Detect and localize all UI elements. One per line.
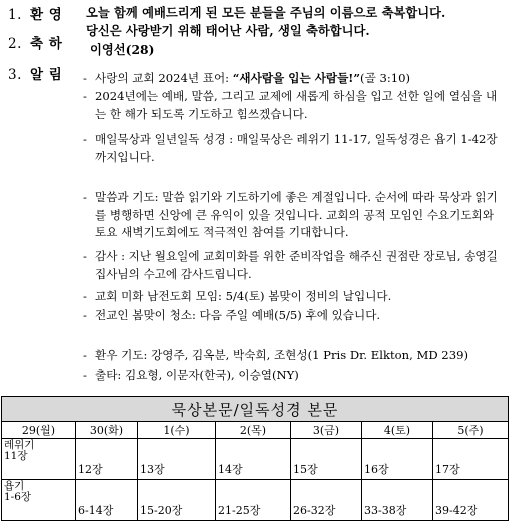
section-number: 2. bbox=[8, 36, 22, 52]
table-cell: 14장 bbox=[216, 439, 291, 480]
announcement-item: - 전교인 봄맞이 청소: 다음 주일 예배(5/5) 후에 있습니다. bbox=[83, 307, 503, 325]
section-number: 3. bbox=[8, 67, 22, 83]
table-cell: 26-32장 bbox=[291, 480, 362, 521]
announcement-text: 감사 : 지난 월요일에 교회미화를 위한 준비작업을 해주신 권점란 장로님, 송영길 집사님의 수고에 감사드립니다. bbox=[95, 249, 498, 281]
table-cell: 13장 bbox=[138, 439, 216, 480]
section-title: 알 림 bbox=[30, 67, 63, 83]
reading-schedule-table bbox=[1, 396, 508, 521]
table-header-row bbox=[2, 422, 509, 439]
table-row bbox=[2, 439, 509, 480]
announcement-text: 말씀과 기도: 말씀 읽기와 기도하기에 좋은 계절입니다. 순서에 따라 묵상과 읽기를 병행하면 신앙에 큰 유익이 있을 것입니다. 교회의 공적 모임인 수요기도회와 토요 새벽기도회에도 적극적인 참여를 기대합니다. bbox=[95, 190, 498, 240]
announcement-item: - 감사 : 지난 월요일에 교회미화를 위한 준비작업을 해주신 권점란 장로님, 송영길 집사님의 수고에 감사드립니다. bbox=[83, 248, 503, 283]
section-number: 1. bbox=[8, 7, 22, 23]
announcement-item: - 교회 미화 남전도회 모임: 5/4(토) 봄맞이 정비의 날입니다. bbox=[83, 288, 503, 306]
section-announcements-heading bbox=[8, 63, 62, 83]
announcement-text: 매일묵상과 일년일독 성경 : 매일묵상은 레위기 11-17, 일독성경은 욥기 1-42장 까지입니다. bbox=[95, 132, 498, 164]
table-cell: 17장 bbox=[433, 439, 509, 480]
announcement-text: 환우 기도: 강영주, 김옥분, 박숙희, 조현성(1 Pris Dr. Elkton, MD 239) bbox=[95, 348, 468, 362]
announcement-item: - 환우 기도: 강영주, 김옥분, 박숙희, 조현성(1 Pris Dr. Elkton, MD 239) bbox=[83, 347, 503, 365]
announcement-text: 전교인 봄맞이 청소: 다음 주일 예배(5/5) 후에 있습니다. bbox=[95, 308, 381, 322]
announcement-text: 2024년에는 예배, 말씀, 그리고 교제에 새롭게 하심을 입고 선한 일에 열심을 내는 한 해가 되도록 기도하고 힘쓰겠습니다. bbox=[95, 89, 498, 121]
section-birthday-heading bbox=[8, 32, 62, 52]
table-title: 묵상본문/일독성경 본문 bbox=[2, 397, 509, 422]
announcement-item: - 매일묵상과 일년일독 성경 : 매일묵상은 레위기 11-17, 일독성경은 욥기 1-42장 까지입니다. bbox=[83, 131, 503, 166]
motto-text: “새사람을 입는 사람들!” bbox=[232, 71, 361, 85]
table-cell: 15장 bbox=[291, 439, 362, 480]
announcement-text: 교회 미화 남전도회 모임: 5/4(토) 봄맞이 정비의 날입니다. bbox=[95, 289, 392, 303]
table-cell: 15-20장 bbox=[138, 480, 216, 521]
table-cell: 16장 bbox=[362, 439, 433, 480]
row-label-job: 욥기 1-6장 bbox=[2, 480, 76, 521]
day-header: 4(토) bbox=[362, 422, 433, 439]
welcome-text: 오늘 함께 예배드리게 된 모든 분들을 주님의 이름으로 축복합니다. bbox=[86, 5, 446, 20]
announcement-item-motto: - 사랑의 교회 2024년 표어: “새사람을 입는 사람들!”(골 3:10) bbox=[83, 71, 411, 85]
day-header: 2(목) bbox=[216, 422, 291, 439]
section-title: 축 하 bbox=[30, 36, 63, 52]
row-label-leviticus: 레위기 11장 bbox=[2, 439, 76, 480]
table-cell: 33-38장 bbox=[362, 480, 433, 521]
table-row bbox=[2, 480, 509, 521]
announcement-item: - 2024년에는 예배, 말씀, 그리고 교제에 새롭게 하심을 입고 선한 일에 열심을 내는 한 해가 되도록 기도하고 힘쓰겠습니다. bbox=[83, 88, 503, 123]
section-welcome-heading bbox=[8, 3, 62, 23]
day-header: 5(주) bbox=[433, 422, 509, 439]
announcement-item: - 말씀과 기도: 말씀 읽기와 기도하기에 좋은 계절입니다. 순서에 따라 묵상과 읽기를 병행하면 신앙에 큰 유익이 있을 것입니다. 교회의 공적 모임인 수요기도회와 토요 새벽기도회에도 적극적인 참여를 기대합니다. bbox=[83, 189, 503, 242]
day-header: 1(수) bbox=[138, 422, 216, 439]
section-title: 환 영 bbox=[30, 7, 63, 23]
day-header: 3(금) bbox=[291, 422, 362, 439]
table-cell: 12장 bbox=[76, 439, 138, 480]
announcement-text: 출타: 김요형, 이문자(한국), 이승열(NY) bbox=[95, 368, 299, 382]
birthday-text: 당신은 사랑받기 위해 태어난 사람, 생일 축하합니다. bbox=[86, 23, 370, 38]
motto-reference: (골 3:10) bbox=[360, 71, 411, 85]
day-header: 29(월) bbox=[2, 422, 76, 439]
birthday-name: 이영선(28) bbox=[90, 42, 155, 57]
table-cell: 39-42장 bbox=[433, 480, 509, 521]
table-cell: 21-25장 bbox=[216, 480, 291, 521]
motto-prefix: 사랑의 교회 2024년 표어: bbox=[95, 71, 233, 85]
table-cell: 6-14장 bbox=[76, 480, 138, 521]
day-header: 30(화) bbox=[76, 422, 138, 439]
announcement-item: - 출타: 김요형, 이문자(한국), 이승열(NY) bbox=[83, 367, 503, 385]
